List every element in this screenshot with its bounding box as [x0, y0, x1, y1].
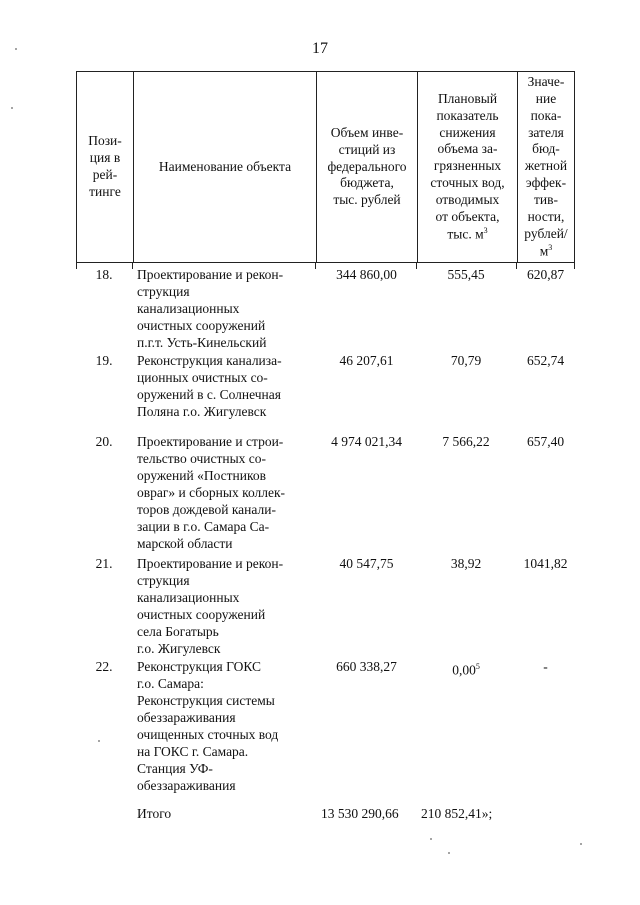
page-number: 17: [312, 40, 328, 57]
table-rule: [132, 263, 133, 269]
scan-speck: [11, 107, 13, 109]
row-object-name: Проектирование и рекон- струкция канализационных очистных сооружений п.г.т. Усть-Кинельский: [137, 267, 284, 350]
row-investment: 660 338,27: [336, 659, 397, 674]
row-plan: 70,79: [450, 353, 482, 368]
row-investment: 4 974 021,34: [331, 434, 402, 449]
row-efficiency: 620,87: [526, 267, 565, 282]
header-object-name: Наименование объекта: [133, 72, 316, 262]
row-plan: 0,00$^5$: [452, 662, 480, 678]
header-investment: Объем инве- стиций из федерального бюджета, тыс. рублей: [316, 72, 417, 262]
row-efficiency: 657,40: [526, 434, 565, 449]
header-plan: Плановый показатель снижения объема за- грязненных сточных вод, отводимых от объекта, тыс. $м^3$: [417, 72, 517, 262]
row-object-name: Проектирование и рекон- струкция канализационных очистных сооружений села Богатырь г.о. Жигулевск: [137, 556, 284, 656]
scan-speck: [430, 838, 432, 840]
row-position: 22.: [95, 659, 113, 674]
header-efficiency: Значе- ние пока- зателя бюд- жетной эффек- тив- ности, рублей/ $м^3$: [517, 72, 574, 262]
total-investment: 13 530 290,66: [321, 806, 399, 821]
scan-speck: [98, 740, 100, 742]
table-header: [76, 71, 575, 263]
row-position: 19.: [95, 353, 113, 368]
scan-speck: [448, 852, 450, 854]
header-position: Пози- ция в рей- тинге: [88, 133, 122, 199]
row-object-name: Реконструкция канализа- ционных очистных со- оружений в с. Солнечная Поляна г.о. Жигулевск: [137, 353, 282, 419]
row-object-name: Реконструкция ГОКС г.о. Самара: Реконструкция системы обеззараживания очищенных сточных вод на ГОКС г. Самара. Станция УФ- обеззараживания: [137, 659, 279, 793]
row-efficiency: 652,74: [526, 353, 565, 368]
row-investment: 344 860,00: [336, 267, 397, 282]
row-efficiency: 1041,82: [523, 556, 568, 571]
row-plan: 555,45: [447, 267, 485, 282]
row-investment: 46 207,61: [339, 353, 394, 368]
row-plan: 7 566,22: [442, 434, 490, 449]
row-position: 21.: [95, 556, 113, 571]
scan-speck: [15, 48, 17, 50]
row-plan: 38,92: [450, 556, 482, 571]
scan-speck: [580, 843, 582, 845]
total-label: Итого: [137, 806, 172, 821]
row-object-name: Проектирование и строи- тельство очистных со- оружений «Постников овраг» и сборных коллек- торов дождевой канали- зации в г.о. Самара Са- марской области: [137, 434, 286, 551]
row-investment: 40 547,75: [339, 556, 394, 571]
row-position: 18.: [95, 267, 113, 282]
row-position: 20.: [95, 434, 113, 449]
total-plan: 210 852,41»;: [421, 806, 493, 821]
row-efficiency: -: [543, 659, 548, 674]
